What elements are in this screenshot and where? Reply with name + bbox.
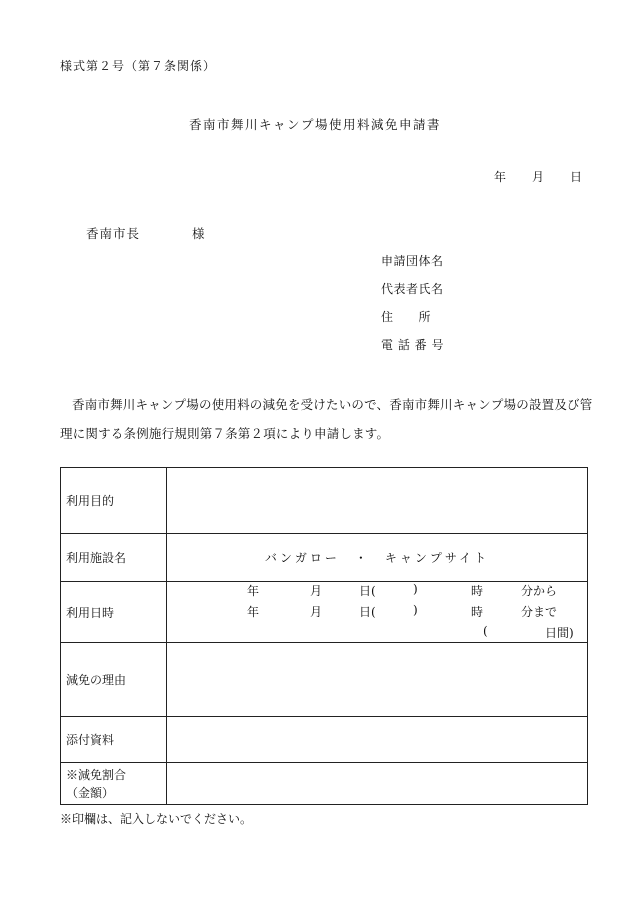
facility-label: 利用施設名 [61,534,167,582]
dt-from-day-close: ) [413,582,418,596]
attachment-field[interactable] [167,717,588,763]
facility-value[interactable]: バンガロー ・ キャンプサイト [167,534,588,582]
application-table [60,467,588,805]
ratio-label [61,763,167,805]
dt-paren-open: ( [483,624,488,638]
dt-to-year: 年 [247,605,260,619]
ratio-label-line1: ※減免割合 [66,767,127,782]
dt-to-day-open: 日( [359,605,376,619]
application-statement: 香南市舞川キャンプ場の使用料の減免を受けたいので、香南市舞川キャンプ場の設置及び管理に関する条例施行規則第７条第２項により申請します。 [60,397,593,441]
dt-to-month: 月 [310,605,323,619]
date-month: 月 [532,170,545,184]
row-purpose [61,468,588,534]
ratio-field [167,763,588,805]
dt-to-minute: 分まで [521,605,558,619]
dt-from-year: 年 [247,584,260,598]
applicant-rep-label: 代表者氏名 [381,282,444,296]
applicant-org-label: 申請団体名 [381,254,444,268]
reason-label: 減免の理由 [61,643,167,717]
dt-days: 日間) [545,626,574,640]
purpose-field[interactable] [167,468,588,534]
date-day: 日 [570,170,583,184]
addressee-honorific: 様 [192,226,205,241]
row-datetime [61,582,588,643]
dt-to-hour: 時 [471,605,484,619]
applicant-address-label: 住 所 [381,310,432,324]
addressee-name: 香南市長 [86,226,141,241]
dt-from-day-open: 日( [359,584,376,598]
form-number: 様式第２号（第７条関係） [60,59,217,73]
datetime-label: 利用日時 [61,582,167,643]
purpose-label: 利用目的 [61,468,167,534]
row-ratio [61,763,588,805]
ratio-label-line2: （金額） [66,785,115,800]
dt-from-month: 月 [310,584,323,598]
attachment-label: 添付資料 [61,717,167,763]
dt-from-minute: 分から [521,584,558,598]
date-year: 年 [494,170,507,184]
footnote: ※印欄は、記入しないでください。 [60,812,253,826]
dt-from-hour: 時 [471,584,484,598]
datetime-field[interactable] [167,582,588,643]
reason-field[interactable] [167,643,588,717]
row-reason [61,643,588,717]
row-facility [61,534,588,582]
row-attachment [61,717,588,763]
dt-to-day-close: ) [413,603,418,617]
document-title: 香南市舞川キャンプ場使用料減免申請書 [188,117,441,132]
applicant-phone-label: 電 話 番 号 [381,338,444,352]
